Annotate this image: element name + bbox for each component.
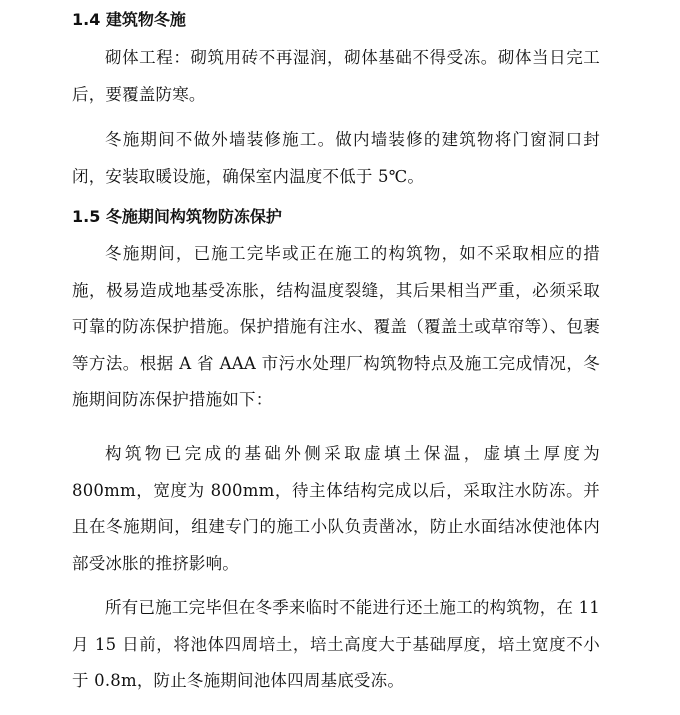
section-heading-1-5: 1.5 冬施期间构筑物防冻保护 [72,207,282,226]
paragraph-masonry: 砌体工程：砌筑用砖不再湿润，砌体基础不得受冻。砌体当日完工后，要覆盖防寒。 [72,48,600,104]
paragraph-protection-intro: 冬施期间，已施工完毕或正在施工的构筑物，如不采取相应的措施，极易造成地基受冻胀，结构温度裂缝，其后果相当严重，必须采取可靠的防冻保护措施。保护措施有注水、覆盖（覆盖土或草帘等）、包裹等方法。根据 A 省 AAA 市污水处理厂构筑物特点及施工完成情况，冬施期间防冻保护措施如下： [72,244,600,409]
section-heading-1-4: 1.4 建筑物冬施 [72,10,186,29]
paragraph-decoration: 冬施期间不做外墙装修施工。做内墙装修的建筑物将门窗洞口封闭，安装取暖设施，确保室内温度不低于 5℃。 [72,130,600,186]
paragraph-backfill: 所有已施工完毕但在冬季来临时不能进行还土施工的构筑物，在 11 月 15 日前，将池体四周培土，培土高度大于基础厚度，培土宽度不小于 0.8m，防止冬施期间池体四周基底受冻。 [72,598,600,690]
paragraph-foundation-insulation: 构筑物已完成的基础外侧采取虚填土保温，虚填土厚度为 800mm，宽度为 800mm，待主体结构完成以后，采取注水防冻。并且在冬施期间，组建专门的施工小队负责凿冰，防止水面结冰使池体内部受冰胀的推挤影响。 [72,444,600,573]
